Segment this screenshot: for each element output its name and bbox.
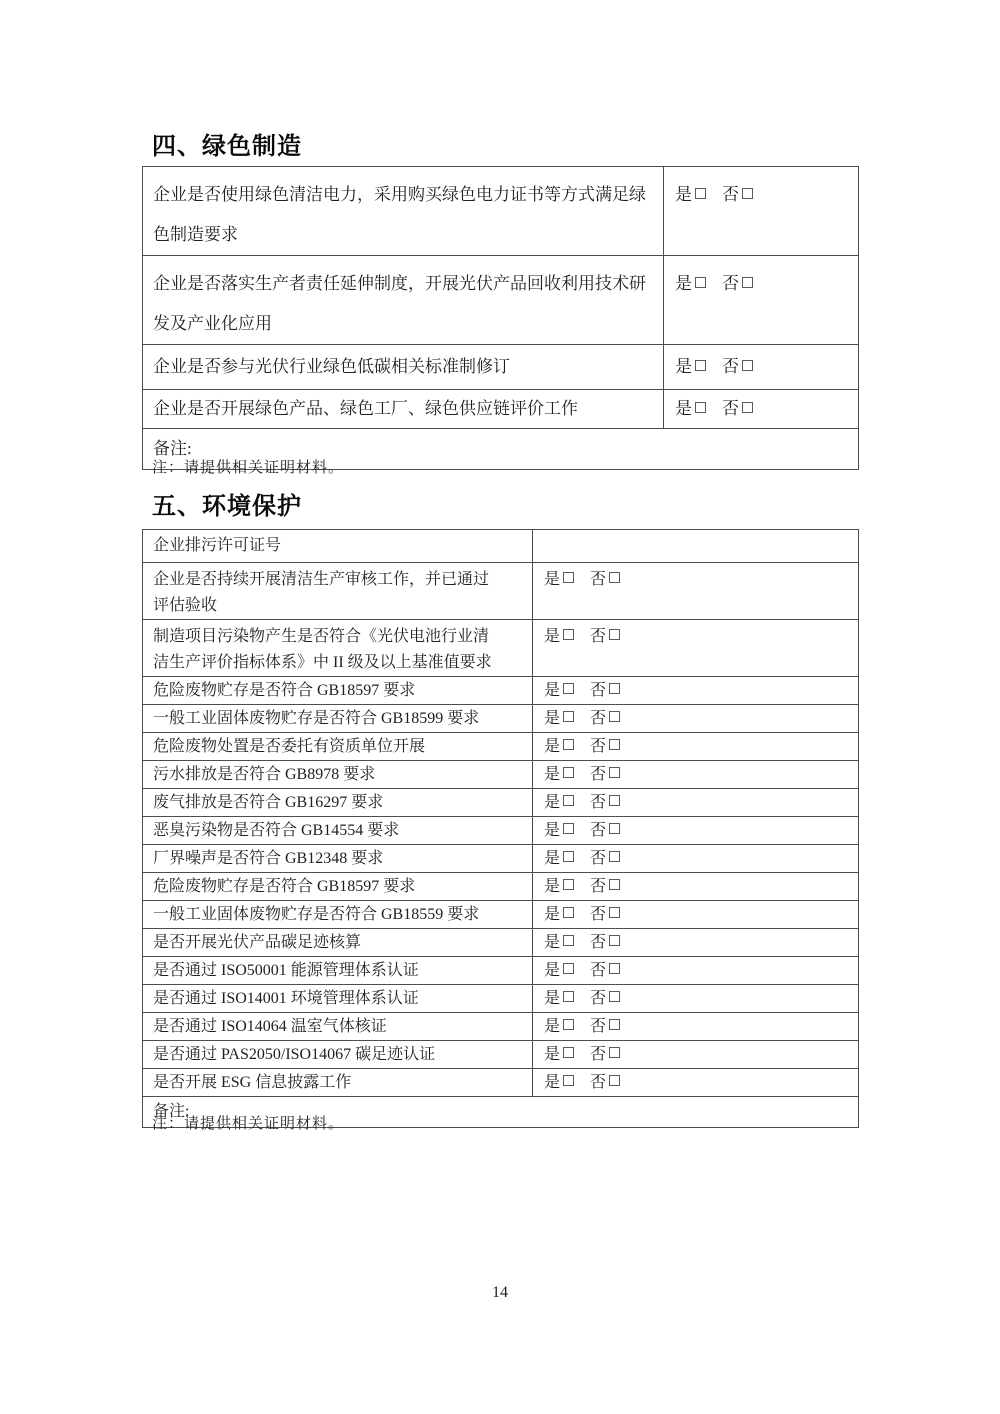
table-row bbox=[143, 620, 859, 677]
yes-checkbox-icon bbox=[563, 683, 574, 694]
yes-option bbox=[675, 357, 706, 376]
answer-cell bbox=[533, 1013, 859, 1041]
question-cell bbox=[143, 817, 533, 845]
no-option bbox=[590, 682, 620, 699]
no-label: 否 bbox=[590, 1046, 607, 1063]
no-checkbox-icon bbox=[742, 402, 753, 413]
no-option bbox=[590, 990, 620, 1007]
yes-checkbox-icon bbox=[563, 963, 574, 974]
table-row bbox=[143, 705, 859, 733]
no-label: 否 bbox=[590, 794, 607, 811]
question-text: 是否开展光伏产品碳足迹核算 bbox=[153, 934, 362, 951]
no-checkbox-icon bbox=[609, 711, 620, 722]
yes-option bbox=[675, 185, 706, 204]
green-manufacturing-table bbox=[142, 166, 859, 470]
no-label: 否 bbox=[590, 1074, 607, 1091]
question-cell bbox=[143, 705, 533, 733]
yes-checkbox-icon bbox=[695, 360, 706, 371]
question-cell bbox=[143, 1069, 533, 1097]
section-5-title: 五、环境保护 bbox=[152, 493, 302, 520]
table-row bbox=[143, 817, 859, 845]
no-checkbox-icon bbox=[609, 683, 620, 694]
table-row bbox=[143, 733, 859, 761]
answer-cell bbox=[533, 985, 859, 1013]
no-option bbox=[590, 794, 620, 811]
yes-checkbox-icon bbox=[563, 991, 574, 1002]
question-cell bbox=[143, 530, 533, 563]
question-text: 污水排放是否符合 GB8978 要求 bbox=[153, 766, 376, 783]
answer-cell bbox=[533, 1041, 859, 1069]
no-option bbox=[722, 357, 753, 376]
table-row bbox=[143, 845, 859, 873]
answer-cell bbox=[533, 563, 859, 620]
question-cell bbox=[143, 845, 533, 873]
question-text: 厂界噪声是否符合 GB12348 要求 bbox=[153, 850, 384, 867]
no-checkbox-icon bbox=[609, 739, 620, 750]
no-option bbox=[722, 399, 753, 418]
question-text: 企业是否使用绿色清洁电力，采用购买绿色电力证书等方式满足绿 bbox=[153, 185, 646, 204]
no-label: 否 bbox=[722, 357, 739, 376]
no-checkbox-icon bbox=[609, 907, 620, 918]
no-label: 否 bbox=[590, 571, 607, 588]
question-text: 一般工业固体废物贮存是否符合 GB18559 要求 bbox=[153, 906, 480, 923]
no-label: 否 bbox=[590, 710, 607, 727]
yes-option bbox=[544, 850, 574, 867]
question-text: 企业是否开展绿色产品、绿色工厂、绿色供应链评价工作 bbox=[153, 399, 578, 418]
no-label: 否 bbox=[590, 850, 607, 867]
no-checkbox-icon bbox=[609, 851, 620, 862]
yes-checkbox-icon bbox=[563, 767, 574, 778]
table-row bbox=[143, 1041, 859, 1069]
answer-cell bbox=[533, 789, 859, 817]
question-cell bbox=[143, 901, 533, 929]
question-text: 发及产业化应用 bbox=[153, 314, 272, 333]
no-checkbox-icon bbox=[742, 188, 753, 199]
yes-option bbox=[544, 682, 574, 699]
yes-checkbox-icon bbox=[563, 907, 574, 918]
yes-checkbox-icon bbox=[563, 711, 574, 722]
no-checkbox-icon bbox=[609, 879, 620, 890]
answer-cell bbox=[533, 957, 859, 985]
no-option bbox=[590, 822, 620, 839]
no-option bbox=[590, 850, 620, 867]
answer-cell bbox=[533, 845, 859, 873]
question-cell bbox=[143, 957, 533, 985]
no-label: 否 bbox=[590, 878, 607, 895]
no-option bbox=[590, 766, 620, 783]
yes-option bbox=[544, 571, 574, 588]
yes-label: 是 bbox=[544, 822, 561, 839]
no-checkbox-icon bbox=[742, 277, 753, 288]
yes-label: 是 bbox=[544, 878, 561, 895]
no-checkbox-icon bbox=[609, 767, 620, 778]
yes-checkbox-icon bbox=[695, 188, 706, 199]
table-row bbox=[143, 530, 859, 563]
yes-checkbox-icon bbox=[563, 795, 574, 806]
answer-cell bbox=[533, 929, 859, 957]
table-row bbox=[143, 789, 859, 817]
no-label: 否 bbox=[590, 822, 607, 839]
table-row bbox=[143, 901, 859, 929]
table-row bbox=[143, 985, 859, 1013]
question-cell bbox=[143, 761, 533, 789]
no-checkbox-icon bbox=[609, 935, 620, 946]
no-option bbox=[722, 274, 753, 293]
yes-option bbox=[544, 878, 574, 895]
question-text: 废气排放是否符合 GB16297 要求 bbox=[153, 794, 384, 811]
yes-checkbox-icon bbox=[563, 851, 574, 862]
question-text: 恶臭污染物是否符合 GB14554 要求 bbox=[153, 822, 400, 839]
remark-label: 备注: bbox=[153, 439, 192, 458]
no-checkbox-icon bbox=[609, 823, 620, 834]
yes-option bbox=[544, 822, 574, 839]
no-label: 否 bbox=[590, 766, 607, 783]
remark-label: 备注: bbox=[153, 1103, 190, 1120]
answer-cell bbox=[533, 873, 859, 901]
yes-option bbox=[544, 990, 574, 1007]
yes-label: 是 bbox=[544, 1074, 561, 1091]
answer-cell bbox=[533, 705, 859, 733]
yes-label: 是 bbox=[544, 1046, 561, 1063]
table-row bbox=[143, 345, 859, 390]
no-option bbox=[722, 185, 753, 204]
question-cell bbox=[143, 563, 533, 620]
table-row bbox=[143, 929, 859, 957]
question-text: 危险废物贮存是否符合 GB18597 要求 bbox=[153, 682, 416, 699]
yes-checkbox-icon bbox=[563, 1019, 574, 1030]
question-text: 是否开展 ESG 信息披露工作 bbox=[153, 1074, 352, 1091]
no-option bbox=[590, 571, 620, 588]
yes-option bbox=[544, 710, 574, 727]
no-label: 否 bbox=[590, 990, 607, 1007]
yes-checkbox-icon bbox=[563, 1047, 574, 1058]
no-option bbox=[590, 934, 620, 951]
question-cell bbox=[143, 345, 664, 390]
answer-cell bbox=[533, 761, 859, 789]
no-label: 否 bbox=[722, 185, 739, 204]
no-checkbox-icon bbox=[609, 629, 620, 640]
yes-label: 是 bbox=[544, 710, 561, 727]
yes-option bbox=[544, 628, 574, 645]
table-row bbox=[143, 761, 859, 789]
question-cell bbox=[143, 733, 533, 761]
yes-option bbox=[544, 1018, 574, 1035]
question-cell bbox=[143, 390, 664, 429]
yes-label: 是 bbox=[675, 185, 692, 204]
yes-option bbox=[544, 766, 574, 783]
question-text: 危险废物贮存是否符合 GB18597 要求 bbox=[153, 878, 416, 895]
yes-checkbox-icon bbox=[563, 879, 574, 890]
yes-checkbox-icon bbox=[563, 739, 574, 750]
section-5-note: 注：请提供相关证明材料。 bbox=[152, 1116, 345, 1132]
answer-cell bbox=[664, 256, 859, 345]
question-text: 危险废物处置是否委托有资质单位开展 bbox=[153, 738, 426, 755]
section-4-title: 四、绿色制造 bbox=[152, 133, 302, 160]
yes-option bbox=[675, 399, 706, 418]
answer-cell bbox=[664, 345, 859, 390]
yes-label: 是 bbox=[544, 738, 561, 755]
table-row bbox=[143, 167, 859, 256]
no-checkbox-icon bbox=[609, 1047, 620, 1058]
yes-option bbox=[544, 1074, 574, 1091]
question-text: 企业是否持续开展清洁生产审核工作，并已通过 bbox=[153, 571, 490, 588]
answer-cell bbox=[533, 620, 859, 677]
yes-checkbox-icon bbox=[563, 935, 574, 946]
question-text: 评估验收 bbox=[153, 597, 218, 614]
question-cell bbox=[143, 1013, 533, 1041]
question-cell bbox=[143, 873, 533, 901]
question-text: 企业是否参与光伏行业绿色低碳相关标准制修订 bbox=[153, 357, 510, 376]
question-text: 企业是否落实生产者责任延伸制度，开展光伏产品回收利用技术研 bbox=[153, 274, 646, 293]
yes-label: 是 bbox=[544, 1018, 561, 1035]
no-option bbox=[590, 628, 620, 645]
table-row bbox=[143, 1013, 859, 1041]
no-option bbox=[590, 962, 620, 979]
page-number: 14 bbox=[492, 1284, 508, 1301]
no-checkbox-icon bbox=[609, 1075, 620, 1086]
yes-label: 是 bbox=[544, 766, 561, 783]
no-checkbox-icon bbox=[609, 795, 620, 806]
yes-label: 是 bbox=[544, 794, 561, 811]
yes-label: 是 bbox=[544, 571, 561, 588]
answer-cell bbox=[533, 677, 859, 705]
answer-cell bbox=[533, 817, 859, 845]
question-cell bbox=[143, 167, 664, 256]
answer-cell bbox=[664, 167, 859, 256]
yes-option bbox=[675, 274, 706, 293]
yes-option bbox=[544, 738, 574, 755]
question-cell bbox=[143, 256, 664, 345]
yes-label: 是 bbox=[544, 906, 561, 923]
yes-label: 是 bbox=[544, 628, 561, 645]
section-4-note: 注：请提供相关证明材料。 bbox=[152, 460, 345, 476]
yes-checkbox-icon bbox=[563, 823, 574, 834]
answer-cell bbox=[533, 1069, 859, 1097]
no-option bbox=[590, 738, 620, 755]
no-label: 否 bbox=[722, 399, 739, 418]
question-text: 是否通过 PAS2050/ISO14067 碳足迹认证 bbox=[153, 1046, 436, 1063]
question-text: 是否通过 ISO50001 能源管理体系认证 bbox=[153, 962, 419, 979]
table-row bbox=[143, 957, 859, 985]
yes-label: 是 bbox=[544, 850, 561, 867]
environmental-protection-table bbox=[142, 529, 859, 1128]
question-text: 是否通过 ISO14001 环境管理体系认证 bbox=[153, 990, 419, 1007]
question-text: 一般工业固体废物贮存是否符合 GB18599 要求 bbox=[153, 710, 480, 727]
table-row bbox=[143, 677, 859, 705]
no-label: 否 bbox=[590, 1018, 607, 1035]
yes-label: 是 bbox=[544, 962, 561, 979]
question-text: 制造项目污染物产生是否符合《光伏电池行业清 bbox=[153, 628, 490, 645]
no-label: 否 bbox=[590, 934, 607, 951]
question-cell bbox=[143, 789, 533, 817]
yes-option bbox=[544, 906, 574, 923]
yes-checkbox-icon bbox=[695, 277, 706, 288]
table-row bbox=[143, 1069, 859, 1097]
yes-label: 是 bbox=[675, 274, 692, 293]
no-checkbox-icon bbox=[609, 572, 620, 583]
no-option bbox=[590, 1018, 620, 1035]
yes-label: 是 bbox=[544, 934, 561, 951]
answer-cell-blank bbox=[533, 530, 859, 563]
question-cell bbox=[143, 677, 533, 705]
answer-cell bbox=[533, 733, 859, 761]
yes-option bbox=[544, 934, 574, 951]
yes-option bbox=[544, 1046, 574, 1063]
table-row bbox=[143, 873, 859, 901]
question-cell bbox=[143, 1041, 533, 1069]
yes-label: 是 bbox=[675, 399, 692, 418]
yes-checkbox-icon bbox=[563, 629, 574, 640]
answer-cell bbox=[664, 390, 859, 429]
answer-cell bbox=[533, 901, 859, 929]
question-text: 企业排污许可证号 bbox=[153, 537, 282, 554]
no-label: 否 bbox=[590, 738, 607, 755]
question-text: 是否通过 ISO14064 温室气体核证 bbox=[153, 1018, 387, 1035]
no-option bbox=[590, 1046, 620, 1063]
no-checkbox-icon bbox=[609, 1019, 620, 1030]
yes-checkbox-icon bbox=[563, 1075, 574, 1086]
question-text: 色制造要求 bbox=[153, 225, 238, 244]
no-label: 否 bbox=[722, 274, 739, 293]
no-checkbox-icon bbox=[742, 360, 753, 371]
question-cell bbox=[143, 929, 533, 957]
table-row bbox=[143, 390, 859, 429]
yes-label: 是 bbox=[675, 357, 692, 376]
question-cell bbox=[143, 985, 533, 1013]
no-checkbox-icon bbox=[609, 963, 620, 974]
no-label: 否 bbox=[590, 906, 607, 923]
no-label: 否 bbox=[590, 962, 607, 979]
no-checkbox-icon bbox=[609, 991, 620, 1002]
yes-checkbox-icon bbox=[563, 572, 574, 583]
no-option bbox=[590, 1074, 620, 1091]
no-label: 否 bbox=[590, 628, 607, 645]
yes-label: 是 bbox=[544, 990, 561, 1007]
yes-label: 是 bbox=[544, 682, 561, 699]
yes-option bbox=[544, 962, 574, 979]
table-row bbox=[143, 256, 859, 345]
no-option bbox=[590, 906, 620, 923]
table-row bbox=[143, 563, 859, 620]
no-label: 否 bbox=[590, 682, 607, 699]
no-option bbox=[590, 710, 620, 727]
question-text: 洁生产评价指标体系》中 II 级及以上基准值要求 bbox=[153, 654, 492, 671]
question-cell bbox=[143, 620, 533, 677]
yes-checkbox-icon bbox=[695, 402, 706, 413]
no-option bbox=[590, 878, 620, 895]
yes-option bbox=[544, 794, 574, 811]
